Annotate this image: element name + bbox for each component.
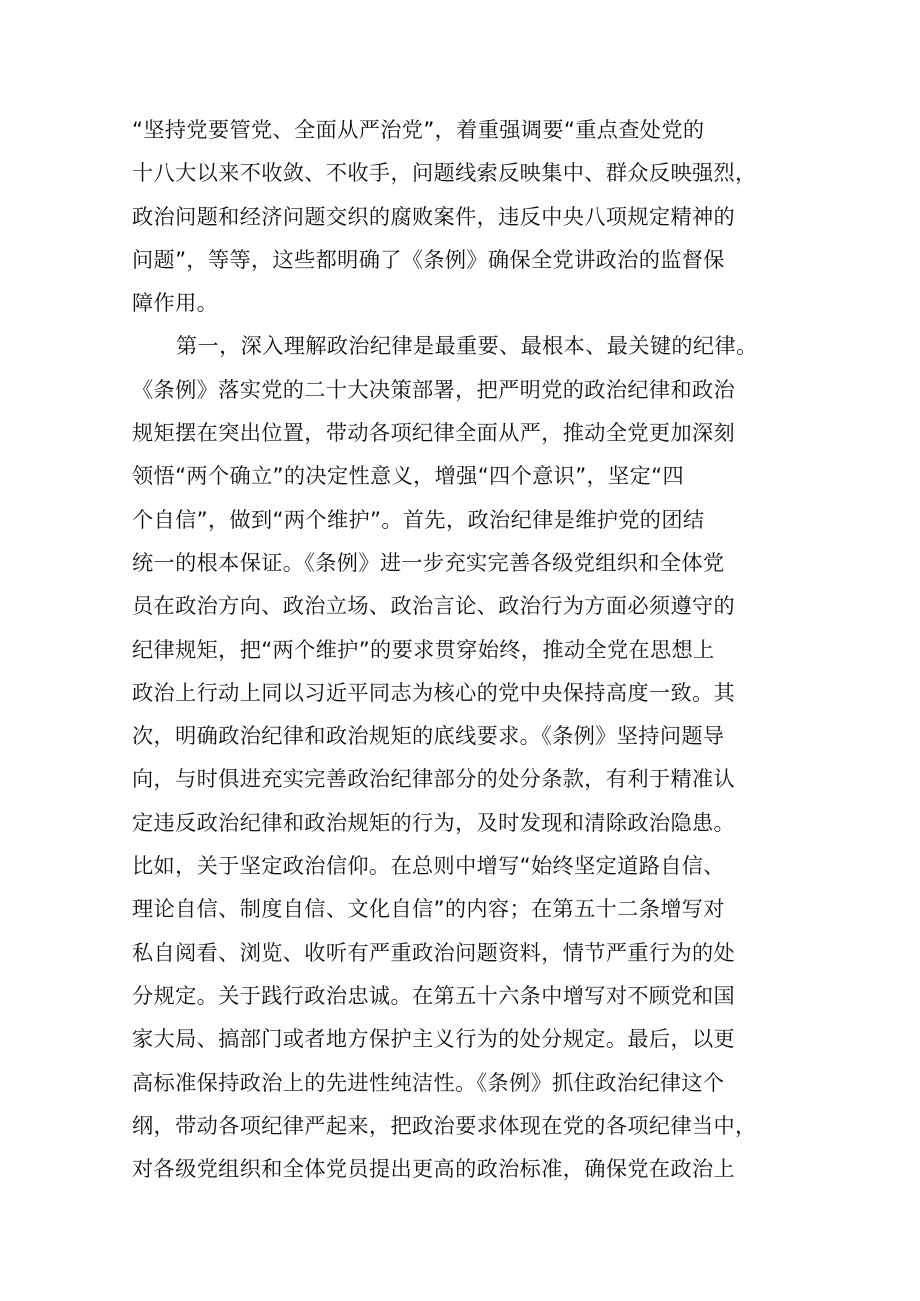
body-text [132, 108, 792, 1190]
text-line: “坚持党要管党、全面从严治党”，着重强调要“重点查处党的 [132, 117, 705, 142]
paragraph-2 [132, 324, 792, 1190]
text-line: 政治问题和经济问题交织的腐败案件，违反中央八项规定精神的 [132, 203, 736, 229]
text-line: 比如，关于坚定政治信仰。在总则中增写“始终坚定道路自信、 [132, 853, 725, 879]
text-line: 向，与时俱进充实完善政治纪律部分的处分条款，有利于精准认 [132, 766, 736, 792]
text-line: 规矩摆在突出位置，带动各项纪律全面从严，推动全党更加深刻 [132, 420, 736, 446]
text-line: 私自阅看、浏览、收听有严重政治问题资料，情节严重行为的处 [132, 939, 736, 965]
text-line: 家大局、搞部门或者地方保护主义行为的处分规定。最后，以更 [132, 1026, 736, 1052]
text-line: 理论自信、制度自信、文化自信”的内容；在第五十二条增写对 [132, 896, 725, 922]
paragraph-1 [132, 108, 792, 324]
text-line: 《条例》落实党的二十大决策部署，把严明党的政治纪律和政治 [132, 376, 736, 402]
text-line: 纲，带动各项纪律严起来，把政治要求体现在党的各项纪律当中， [132, 1112, 757, 1138]
text-line: 政治上行动上同以习近平同志为核心的党中央保持高度一致。其 [132, 679, 736, 705]
text-line: 分规定。关于践行政治忠诚。在第五十六条中增写对不顾党和国 [132, 982, 736, 1008]
text-line: 十八大以来不收敛、不收手，问题线索反映集中、群众反映强烈， [132, 160, 757, 186]
text-line: 个自信”，做到“两个维护”。首先，政治纪律是维护党的团结 [132, 506, 705, 532]
text-line: 领悟“两个确立”的决定性意义，增强“四个意识”，坚定“四 [132, 463, 684, 489]
text-line: 障作用。 [132, 290, 219, 316]
text-line: 次，明确政治纪律和政治规矩的底线要求。《条例》坚持问题导 [132, 723, 725, 749]
text-line: 问题”，等等，这些都明确了《条例》确保全党讲政治的监督保 [132, 246, 725, 272]
text-line: 统一的根本保证。《条例》进一步充实完善各级党组织和全体党 [132, 549, 725, 575]
text-line: 纪律规矩，把“两个维护”的要求贯穿始终，推动全党在思想上 [132, 636, 715, 662]
text-line: 员在政治方向、政治立场、政治言论、政治行为方面必须遵守的 [132, 593, 736, 619]
text-line: 高标准保持政治上的先进性纯洁性。《条例》抓住政治纪律这个 [132, 1069, 725, 1095]
text-line: 对各级党组织和全体党员提出更高的政治标准，确保党在政治上 [132, 1156, 736, 1182]
text-line: 第一，深入理解政治纪律是最重要、最根本、最关键的纪律。 [176, 333, 758, 359]
text-line: 定违反政治纪律和政治规矩的行为，及时发现和清除政治隐患。 [132, 809, 736, 835]
